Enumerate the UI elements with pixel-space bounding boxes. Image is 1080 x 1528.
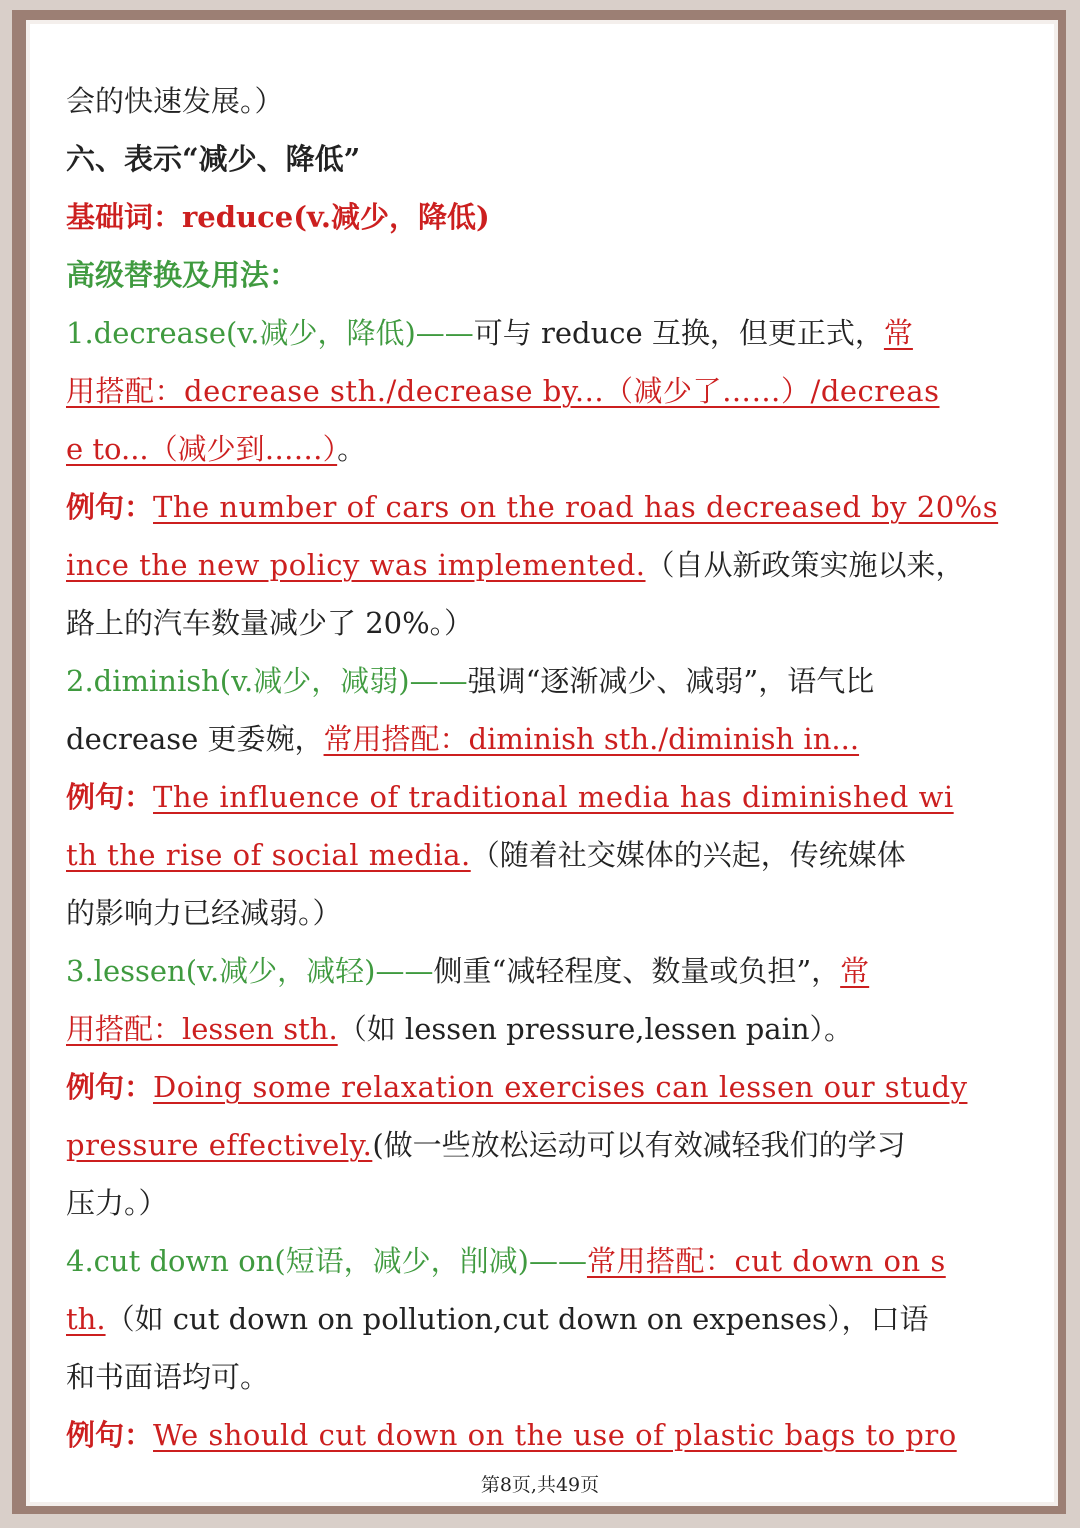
text-line: 和书面语均可。 — [66, 1360, 270, 1394]
example-sentence: pressure effectively. — [66, 1128, 373, 1162]
punctuation: 。 — [337, 432, 367, 466]
entry-diminish — [66, 652, 1016, 710]
entry-title: 4.cut down on(短语，减少，削减)—— — [66, 1244, 587, 1278]
example-label: 例句： — [66, 490, 154, 524]
example-sentence: ince the new policy was implemented. — [66, 548, 646, 582]
example-line — [66, 1116, 1016, 1174]
base-word-line: 基础词：reduce(v.减少，降低) — [66, 200, 490, 234]
page-number: 第8页,共49页 — [480, 1474, 600, 1496]
example-sentence: Doing some relaxation exercises can lessen our study — [153, 1070, 968, 1104]
text-line — [66, 710, 1016, 768]
example-line — [66, 768, 1016, 826]
entry-desc: decrease 更委婉， — [66, 722, 324, 756]
collocation-text: 用搭配：decrease sth./decrease by...（减少了……）/decreas — [66, 374, 940, 408]
translation: 路上的汽车数量减少了 20%。） — [66, 606, 474, 640]
entry-decrease — [66, 304, 1016, 362]
example-sentence: th the rise of social media. — [66, 838, 471, 872]
translation: (做一些放松运动可以有效减轻我们的学习 — [372, 1128, 906, 1162]
entry-desc: 可与 reduce 互换，但更正式， — [473, 316, 884, 350]
translation: （自从新政策实施以来， — [645, 548, 965, 582]
collocation-text: e to...（减少到……） — [66, 432, 338, 466]
entry-cut-down-on — [66, 1232, 1016, 1290]
entry-desc: 侧重“减轻程度、数量或负担”， — [433, 954, 841, 988]
text-line — [66, 1290, 1016, 1348]
example-sentence: We should cut down on the use of plastic bags to pro — [153, 1418, 957, 1452]
example-label: 例句： — [66, 1070, 154, 1104]
collocation-text: 常用搭配：diminish sth./diminish in... — [323, 722, 860, 756]
entry-desc: （如 cut down on pollution,cut down on expenses），口语 — [105, 1302, 929, 1336]
example-sentence: The number of cars on the road has decreased by 20%s — [153, 490, 999, 524]
translation: 的影响力已经减弱。） — [66, 896, 342, 930]
entry-title: 1.decrease(v.减少，降低)—— — [66, 316, 474, 350]
entry-desc: 强调“逐渐减少、减弱”，语气比 — [467, 664, 875, 698]
example-sentence: The influence of traditional media has diminished wi — [153, 780, 954, 814]
example-label: 例句： — [66, 1418, 154, 1452]
text-line — [66, 420, 1016, 478]
example-line — [66, 826, 1016, 884]
translation: （随着社交媒体的兴起，传统媒体 — [470, 838, 906, 872]
collocation-text: 用搭配：lessen sth. — [66, 1012, 338, 1046]
example-line — [66, 536, 1016, 594]
text-line — [66, 1000, 1016, 1058]
entry-title: 3.lessen(v.减少，减轻)—— — [66, 954, 434, 988]
collocation-text: 常 — [840, 954, 870, 988]
collocation-text: 常 — [883, 316, 913, 350]
document-body — [66, 72, 1016, 1464]
example-line — [66, 478, 1016, 536]
example-line — [66, 1058, 1016, 1116]
example-label: 例句： — [66, 780, 154, 814]
advanced-heading: 高级替换及用法： — [66, 258, 299, 292]
text-line: 会的快速发展。） — [66, 84, 284, 118]
collocation-text: th. — [66, 1302, 106, 1336]
entry-desc: （如 lessen pressure,lessen pain）。 — [337, 1012, 854, 1046]
entry-title: 2.diminish(v.减少，减弱)—— — [66, 664, 468, 698]
section-heading: 六、表示“减少、降低” — [66, 142, 361, 176]
collocation-text: 常用搭配：cut down on s — [586, 1244, 946, 1278]
entry-lessen — [66, 942, 1016, 1000]
example-line — [66, 1406, 1016, 1464]
translation: 压力。） — [66, 1186, 168, 1220]
